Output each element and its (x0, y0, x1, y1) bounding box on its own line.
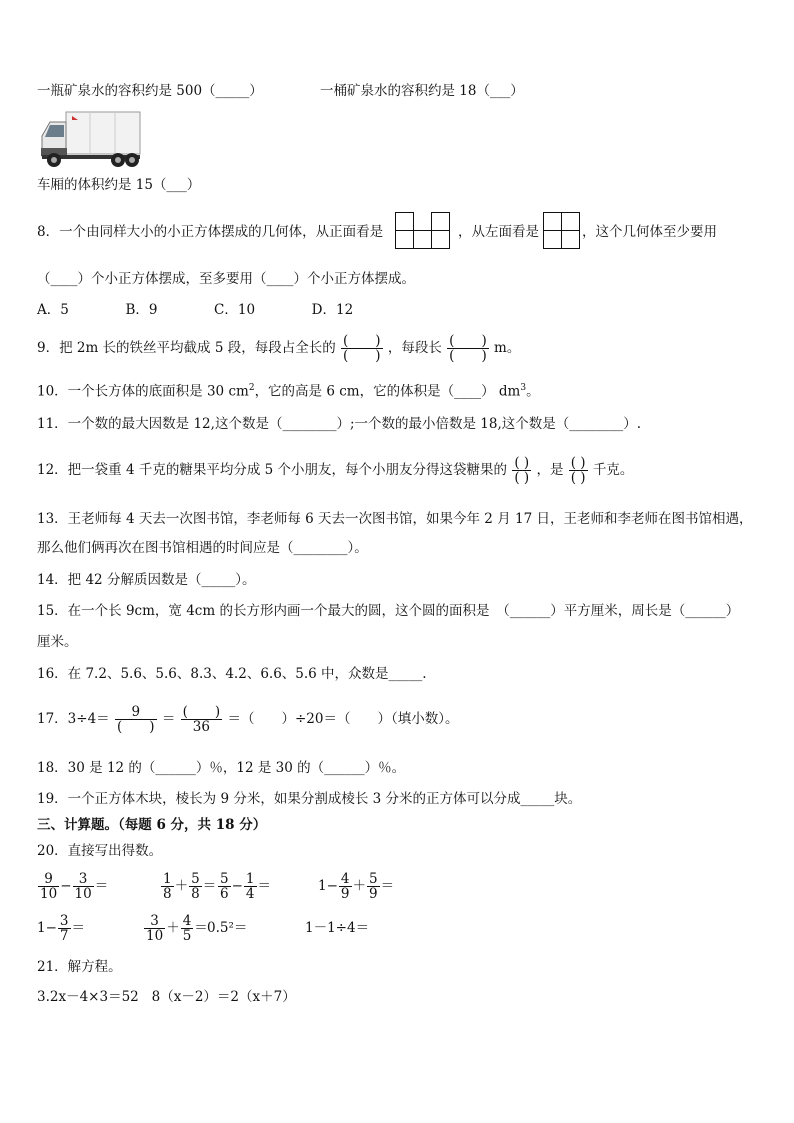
q12-line: 12．把一袋重 4 千克的糖果平均分成 5 个小朋友，每个小朋友分得这袋糖果的 $\frac{( )}{( )}$ ，是 $\frac{( )}{( )}$ 千克。 (37, 454, 634, 486)
q17-fraction-1: $\frac{9}{( )}$ (116, 703, 155, 735)
q20-expr-7: 0.5²＝ (207, 920, 248, 936)
q8-options (37, 298, 353, 322)
q15-line2: 厘米。 (37, 634, 78, 650)
q7-carriage: 车厢的体积约是 15（___） (37, 177, 201, 193)
q19-line: 19．一个正方体木块，棱长为 9 分米，如果分割成棱长 3 分米的正方体可以分成_____块。 (37, 791, 582, 807)
q21-equations (37, 985, 296, 1009)
q9-fraction-1: $\frac{( )}{( )}$ (343, 333, 381, 365)
q8-line2: （____）个小正方体摆成，至多要用（____）个小正方体摆成。 (37, 271, 415, 287)
q20-expr-1: $\frac{9}{10}$ − $\frac{3}{10}$ ＝ (40, 870, 109, 902)
q18-line: 18．30 是 12 的（______）％，12 是 30 的（______）％。 (37, 760, 406, 776)
option-d: D．12 (311, 302, 354, 318)
q20-expr-2: $\frac{1}{8}$ ＋ $\frac{5}{8}$ ＝ (163, 870, 217, 902)
section-3-heading: 三、计算题。（每题 6 分，共 18 分） (37, 817, 267, 833)
q9-line: 9．把 2m 长的铁丝平均截成 5 段，每段占全长的 $\frac{( )}{( )}$ ，每段长 $\frac{( )}{( )}$ m。 (37, 333, 521, 365)
q7-bottle: 一瓶矿泉水的容积约是 500（_____） (37, 83, 263, 99)
q16-line: 16．在 7.2、5.6、5.6、8.3、4.2、6.6、5.6 中，众数是_____. (37, 666, 427, 682)
q17-line: 17．3÷4＝ $\frac{9}{( )}$ ＝ $\frac{( )}{36}$ ＝（ ）÷20＝（ ）（填小数）。 (37, 703, 459, 735)
q11-line: 11．一个数的最大因数是 12,这个数是（________）;一个数的最小倍数是 18,这个数是（________）. (37, 416, 642, 432)
option-b: B．9 (125, 302, 158, 318)
q20-expr-8: 1－1÷4＝ (305, 920, 370, 936)
q20-expr-3: $\frac{5}{6}$ − $\frac{1}{4}$ ＝ (220, 870, 271, 902)
q8-line1: 8．一个由同样大小的小正方体摆成的几何体，从正面看是 (37, 224, 384, 240)
q12-fraction-1: $\frac{( )}{( )}$ (514, 454, 530, 486)
q14-line: 14．把 42 分解质因数是（_____）。 (37, 572, 256, 588)
option-c: C．10 (214, 302, 256, 318)
q20-expr-4: 1− $\frac{4}{9}$ ＋ $\frac{5}{9}$ ＝ (318, 870, 395, 902)
q20-title: 20．直接写出得数。 (37, 843, 163, 859)
q13-line2: 那么他们俩再次在图书馆相遇的时间应是（________）。 (37, 540, 368, 556)
q15-line1: 15．在一个长 9cm，宽 4cm 的长方形内画一个最大的圆，这个圆的面积是 （______）平方厘米，周长是（______） (37, 603, 740, 619)
q20-expr-6: $\frac{3}{10}$ ＋ $\frac{4}{5}$ ＝ (146, 912, 208, 944)
equation-2: 8（x－2）＝2（x＋7） (151, 989, 296, 1005)
q21-title: 21．解方程。 (37, 959, 122, 975)
q8-text3: ，这个几何体至少要用 (582, 224, 717, 240)
q20-expr-5: 1− $\frac{3}{7}$ ＝ (37, 912, 85, 944)
left-view-grid (543, 212, 580, 249)
equation-1: 3.2x－4×3＝52 (37, 989, 139, 1005)
q7-barrel: 一桶矿泉水的容积约是 18（___） (320, 83, 524, 99)
truck-image (38, 108, 142, 170)
q9-fraction-2: $\frac{( )}{( )}$ (449, 333, 487, 365)
front-view-grid (395, 212, 450, 249)
q13-line1: 13．王老师每 4 天去一次图书馆，李老师每 6 天去一次图书馆，如果今年 2 月 17 日，王老师和李老师在图书馆相遇， (37, 511, 753, 527)
q12-fraction-2: $\frac{( )}{( )}$ (570, 454, 586, 486)
q10-line: 10．一个长方体的底面积是 30 $cm^2$，它的高是 6 cm，它的体积是（____） $dm^3$。 (37, 383, 540, 400)
q17-fraction-2: $\frac{( )}{36}$ (182, 703, 221, 735)
q8-text2: ，从左面看是 (458, 224, 539, 240)
option-a: A．5 (37, 302, 69, 318)
